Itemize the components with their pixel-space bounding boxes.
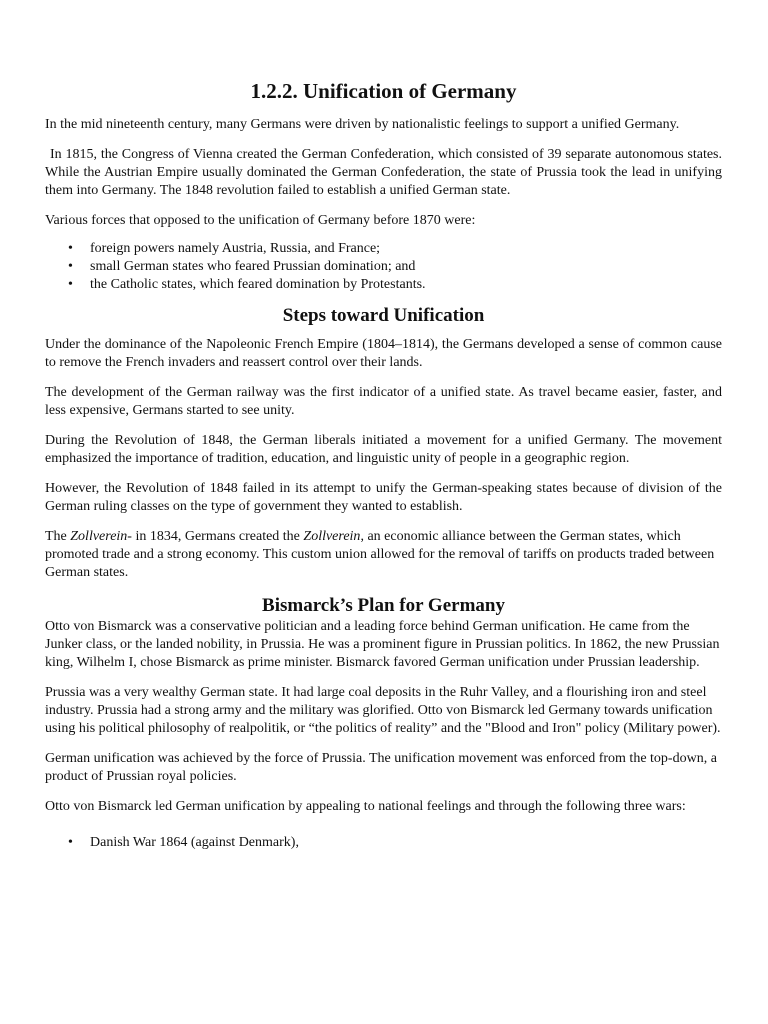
list-item (45, 834, 722, 852)
steps-paragraph-4: However, the Revolution of 1848 failed in its attempt to unify the German-speaking states because of division of the German ruling classes on the type of government they wanted to establish. (45, 481, 722, 514)
text-fragment: , an economic alliance between the German states, which promoted trade and a strong economy. This custom union allowed for the removal of tariffs on products traded between German states. (45, 529, 715, 580)
list-item-text: the Catholic states, which feared domination by Protestants. (90, 277, 426, 292)
list-item (45, 258, 722, 276)
bismarck-paragraph-2: Prussia was a very wealthy German state. It had large coal deposits in the Ruhr Valley, and a flourishing iron and steel industry. Prussia had a strong army and the military was glorified. Otto von Bismarck led Germany towards unification using his political philosophy of realpolitik, or “the politics of reality” and the "Blood and Iron" policy (Military power). (45, 685, 721, 736)
text-fragment: - in 1834, Germans created the (127, 529, 304, 544)
section-heading-steps: Steps toward Unification (282, 305, 485, 326)
wars-list (45, 834, 722, 852)
document-content (45, 78, 722, 862)
list-item (45, 276, 722, 294)
bismarck-paragraph-1: Otto von Bismarck was a conservative politician and a leading force behind German unification. He came from the Junker class, or the landed nobility, in Prussia. He was a prominent figure in Prussian politics. In 1862, the new Prussian king, Wilhelm I, chose Bismarck as prime minister. Bismarck favored German unification under Prussian leadership. (45, 619, 720, 670)
zollverein-term: Zollverein (70, 529, 128, 544)
section-heading-bismarck: Bismarck’s Plan for Germany (262, 595, 505, 616)
steps-paragraph-2: The development of the German railway was the first indicator of a unified state. As travel became easier, faster, and less expensive, Germans started to see unity. (45, 385, 722, 418)
intro-paragraph-3: Various forces that opposed to the unification of Germany before 1870 were: (45, 213, 476, 228)
text-fragment: The (45, 529, 71, 544)
bismarck-paragraph-4: Otto von Bismarck led German unification by appealing to national feelings and through the following three wars: (45, 799, 686, 814)
list-item (45, 240, 722, 258)
bismarck-paragraph-3: German unification was achieved by the force of Prussia. The unification movement was enforced from the top-down, a product of Prussian royal policies. (45, 751, 717, 784)
steps-paragraph-5 (45, 528, 722, 582)
bullet-icon: • (68, 277, 73, 292)
opposition-forces-list (45, 240, 722, 294)
list-item-text: small German states who feared Prussian domination; and (90, 259, 416, 274)
intro-paragraph-1: In the mid nineteenth century, many Germans were driven by nationalistic feelings to support a unified Germany. (45, 117, 680, 132)
intro-paragraph-2: In 1815, the Congress of Vienna created the German Confederation, which consisted of 39 separate autonomous states. While the Austrian Empire usually dominated the German Confederation, the state of Prussia took the lead in unifying them into Germany. The 1848 revolution failed to establish a unified German state. (45, 147, 722, 198)
list-item-text: foreign powers namely Austria, Russia, and France; (90, 241, 381, 256)
bullet-icon: • (68, 259, 73, 274)
list-item-text: Danish War 1864 (against Denmark), (90, 835, 299, 850)
bullet-icon: • (68, 835, 73, 850)
bullet-icon: • (68, 241, 73, 256)
steps-paragraph-3: During the Revolution of 1848, the German liberals initiated a movement for a unified Germany. The movement emphasized the importance of tradition, education, and linguistic unity of people in a geographic region. (45, 433, 722, 466)
page-title: 1.2.2. Unification of Germany (250, 79, 517, 103)
steps-paragraph-1: Under the dominance of the Napoleonic French Empire (1804–1814), the Germans developed a sense of common cause to remove the French invaders and reassert control over their lands. (45, 337, 722, 370)
zollverein-term: Zollverein (303, 529, 361, 544)
